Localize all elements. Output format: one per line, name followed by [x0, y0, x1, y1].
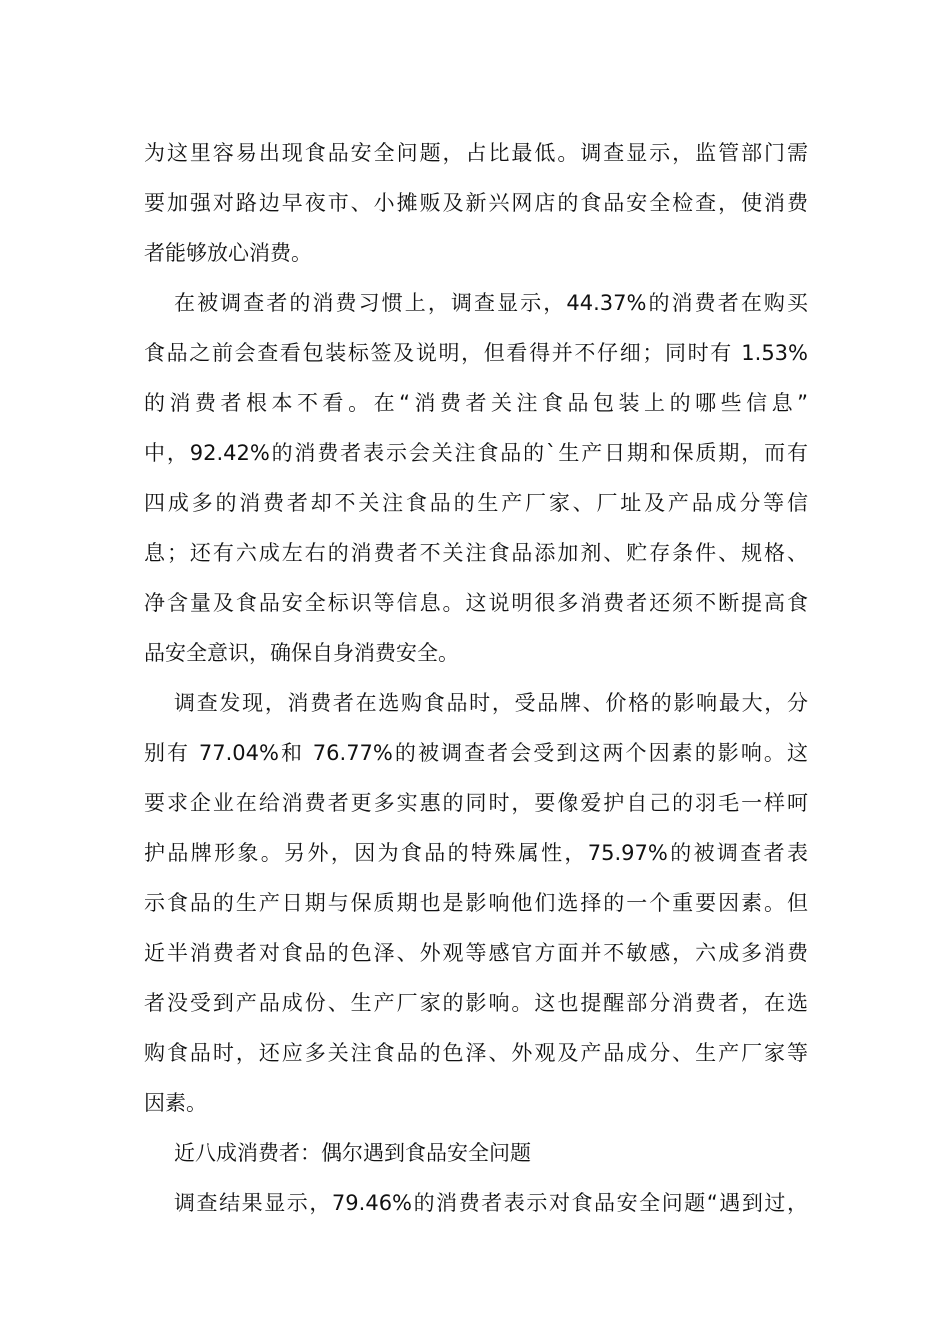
section-heading: 近八成消费者：偶尔遇到食品安全问题	[174, 1141, 531, 1165]
text-line: 护品牌形象。另外，因为食品的特殊属性，75.97%的被调查者表	[144, 841, 808, 865]
body-text	[144, 128, 808, 1228]
text-line: 者能够放心消费。	[144, 241, 312, 265]
text-line: 要加强对路边早夜市、小摊贩及新兴网店的食品安全检查，使消费	[144, 191, 808, 215]
text-line: 调查结果显示，79.46%的消费者表示对食品安全问题“遇到过，	[174, 1191, 808, 1215]
text-line: 为这里容易出现食品安全问题，占比最低。调查显示，监管部门需	[144, 141, 808, 165]
text-line: 在被调查者的消费习惯上，调查显示，44.37%的消费者在购买	[174, 291, 808, 315]
text-line: 别有 77.04%和 76.77%的被调查者会受到这两个因素的影响。这	[144, 741, 808, 765]
text-line: 购食品时，还应多关注食品的色泽、外观及产品成分、生产厂家等	[144, 1041, 808, 1065]
text-line: 调查发现，消费者在选购食品时，受品牌、价格的影响最大，分	[174, 691, 808, 715]
text-line: 要求企业在给消费者更多实惠的同时，要像爱护自己的羽毛一样呵	[144, 791, 808, 815]
text-line: 因素。	[144, 1091, 207, 1115]
text-line: 者没受到产品成份、生产厂家的影响。这也提醒部分消费者，在选	[144, 991, 808, 1015]
text-line: 食品之前会查看包装标签及说明，但看得并不仔细；同时有 1.53%	[144, 341, 808, 365]
text-line: 中，92.42%的消费者表示会关注食品的`生产日期和保质期，而有	[144, 441, 808, 465]
text-line: 的消费者根本不看。在“消费者关注食品包装上的哪些信息”	[144, 391, 808, 415]
text-line: 近半消费者对食品的色泽、外观等感官方面并不敏感，六成多消费	[144, 941, 808, 965]
text-line: 四成多的消费者却不关注食品的生产厂家、厂址及产品成分等信	[144, 491, 808, 515]
text-line: 品安全意识，确保自身消费安全。	[144, 641, 459, 665]
text-line: 净含量及食品安全标识等信息。这说明很多消费者还须不断提高食	[144, 591, 808, 615]
text-line: 示食品的生产日期与保质期也是影响他们选择的一个重要因素。但	[144, 891, 808, 915]
text-line: 息；还有六成左右的消费者不关注食品添加剂、贮存条件、规格、	[144, 541, 808, 565]
